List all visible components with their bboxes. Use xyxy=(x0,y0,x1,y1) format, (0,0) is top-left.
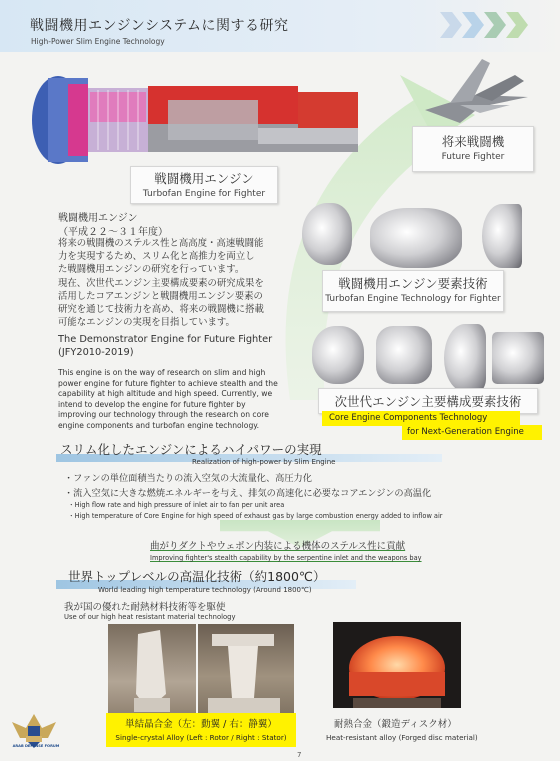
core-engine-jp: 次世代エンジン主要構成要素技術 xyxy=(334,394,522,409)
blade-component-image xyxy=(492,332,544,384)
bullet-jp: ・ファンの単位面積当たりの流入空気の大流量化、高圧力化 xyxy=(64,473,312,484)
page-subtitle: High-Power Slim Engine Technology xyxy=(31,37,165,46)
turbofan-en: Turbofan Engine for Fighter xyxy=(142,189,266,199)
intro-line: 活用したコアエンジンと戦闘機用エンジン要素の xyxy=(58,290,263,302)
engine-illustration xyxy=(28,70,358,170)
single-crystal-jp: 単結晶合金（左：動翼 / 右：静翼） xyxy=(125,719,277,730)
future-fighter-en: Future Fighter xyxy=(441,152,505,162)
bullet-en: ・High temperature of Core Engine for high speed of exhaust gas by large combustion energy added to inflow air xyxy=(68,512,443,520)
stealth-heading: 曲がりダクトやウェポン内装による機体のステルス性に貢献 xyxy=(150,541,406,552)
demonstrator-line: This engine is on the way of research on slim and high xyxy=(58,368,266,377)
fan-component-image xyxy=(302,203,352,265)
core-engine-en-line1: Core Engine Components Technology xyxy=(322,411,520,426)
stealth-subheading: Improving fighter's stealth capability by the serpentine inlet and the weapons bay xyxy=(150,554,422,562)
forged-disc-photo xyxy=(333,622,461,708)
page-number: 7 xyxy=(297,751,302,759)
liner-component-image xyxy=(376,326,432,384)
intro-line: 力を実現するため、スリム化と高推力を両立し xyxy=(58,251,255,263)
turbofan-jp: 戦闘機用エンジン xyxy=(154,171,254,186)
intro-line: 将来の戦闘機のステルス性と高高度・高速戦闘能 xyxy=(58,238,264,249)
intro-line: た戦闘機用エンジンの研究を行っています。 xyxy=(58,264,245,276)
heat-alloy-en: Heat-resistant alloy (Forged disc material) xyxy=(326,733,478,742)
single-crystal-caption xyxy=(106,713,296,747)
turbofan-label xyxy=(130,166,278,204)
heat-alloy-jp: 耐熱合金（鍛造ディスク材） xyxy=(334,719,457,730)
forum-logo-icon xyxy=(4,708,64,760)
demonstrator-line: intend to develop the engine for future fighter by xyxy=(58,399,246,409)
rotor-blade-photo xyxy=(108,624,196,720)
demonstrator-paragraph xyxy=(58,368,298,432)
intro-paragraph xyxy=(58,237,298,329)
realization-heading: スリム化したエンジンによるハイパワーの実現 xyxy=(60,442,322,457)
intro-line: 現在、次世代エンジン主要構成要素の研究成果を xyxy=(58,277,264,289)
realization-subheading: Realization of high-power by Slim Engine xyxy=(192,458,336,466)
intro-line: 可能なエンジンの実現を目指しています。 xyxy=(58,317,235,329)
future-fighter-jp: 将来戦闘機 xyxy=(441,134,505,149)
demonstrator-line: engine components and turbofan engine technology. xyxy=(58,420,260,430)
forum-name: ARAB DEFENSE FORUM xyxy=(12,744,60,748)
demonstrator-period: (JFY2010-2019) xyxy=(58,347,134,358)
world-heading: 世界トップレベルの高温化技術（約1800℃） xyxy=(68,569,326,584)
single-crystal-en: Single-crystal Alloy (Left : Rotor / Right : Stator) xyxy=(115,733,287,742)
heat-material-jp: 我が国の優れた耐熱材料技術等を駆使 xyxy=(64,602,226,613)
intro-period: （平成２２～３１年度） xyxy=(58,227,168,238)
compressor-component-image xyxy=(370,208,462,268)
fighter-jet-image xyxy=(420,55,530,125)
world-subheading: World leading high temperature technology (Around 1800℃) xyxy=(98,586,312,594)
demonstrator-heading xyxy=(58,333,298,359)
bullet-jp: ・流入空気に大きな燃焼エネルギーを与え、排気の高速化に必要なコアエンジンの高温化 xyxy=(64,488,432,499)
engine-tech-jp: 戦闘機用エンジン要素技術 xyxy=(338,276,488,291)
page-title: 戦闘機用エンジンシステムに関する研究 xyxy=(30,18,289,34)
engine-tech-label xyxy=(322,270,504,312)
stator-blade-photo xyxy=(198,624,294,720)
engine-tech-en: Turbofan Engine Technology for Fighter xyxy=(325,294,501,304)
demonstrator-line: power engine for future fighter to achieve stealth and the xyxy=(58,378,278,388)
combustor-component-image xyxy=(312,326,364,384)
intro-title: 戦闘機用エンジン xyxy=(58,213,138,224)
bullet-en: ・High flow rate and high pressure of inlet air to fan per unit area xyxy=(68,501,285,509)
demonstrator-title: The Demonstrator Engine for Future Fighter xyxy=(58,334,273,345)
core-engine-en-line2: for Next-Generation Engine xyxy=(402,425,542,440)
disc-component-image xyxy=(444,324,486,392)
heat-material-en: Use of our high heat resistant material technology xyxy=(64,613,236,621)
intro-line: 研究を通じて技術力を高め、将来の戦闘機に搭載 xyxy=(58,304,264,316)
demonstrator-line: capability at high altitude and high speed. Currently, we xyxy=(58,389,273,399)
demonstrator-line: improving our technology through the research on core xyxy=(58,410,269,420)
future-fighter-label xyxy=(412,126,534,172)
turbine-component-image xyxy=(482,204,522,268)
